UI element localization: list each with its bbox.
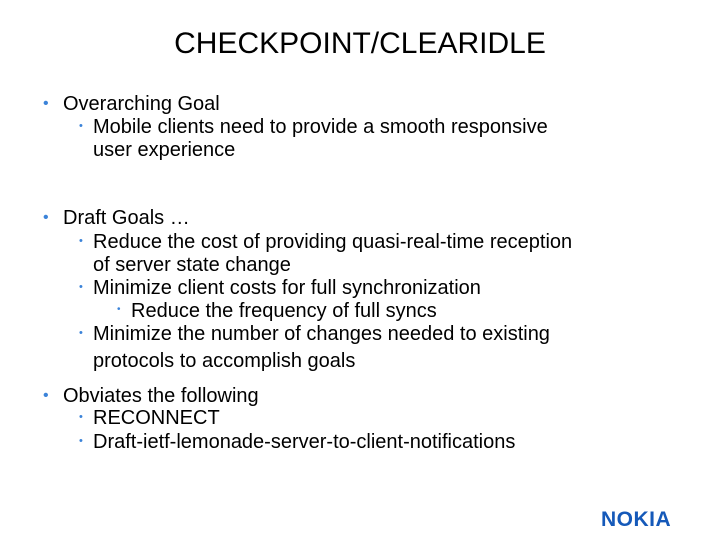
- bullet-dot: •: [79, 235, 83, 247]
- bullet-reduce-frequency: Reduce the frequency of full syncs: [131, 300, 437, 322]
- bullet-dot: •: [117, 304, 121, 315]
- bullet-dot: •: [79, 120, 83, 132]
- bullet-dot: •: [43, 209, 49, 226]
- bullet-dot: •: [79, 327, 83, 339]
- bullet-dot: •: [43, 95, 49, 112]
- bullet-dot: •: [79, 411, 83, 423]
- bullet-mobile-clients: Mobile clients need to provide a smooth responsive: [93, 116, 548, 138]
- slide-title: CHECKPOINT/CLEARIDLE: [174, 27, 546, 60]
- bullet-reconnect: RECONNECT: [93, 407, 220, 429]
- bullet-dot: •: [43, 387, 49, 404]
- bullet-minimize-client-costs: Minimize client costs for full synchronization: [93, 277, 481, 299]
- bullet-overarching-goal: Overarching Goal: [63, 93, 220, 115]
- bullet-dot: •: [79, 281, 83, 293]
- bullet-dot: •: [79, 435, 83, 447]
- bullet-draft-ietf: Draft-ietf-lemonade-server-to-client-notifications: [93, 431, 516, 453]
- bullet-mobile-clients-cont: user experience: [93, 139, 236, 161]
- bullet-minimize-changes: Minimize the number of changes needed to existing: [93, 323, 550, 345]
- bullet-minimize-changes-cont: protocols to accomplish goals: [93, 350, 356, 372]
- nokia-logo: NOKIA: [601, 508, 672, 531]
- bullet-draft-goals: Draft Goals …: [63, 207, 190, 229]
- bullet-obviates: Obviates the following: [63, 385, 259, 407]
- bullet-reduce-cost-cont: of server state change: [93, 254, 291, 276]
- bullet-reduce-cost: Reduce the cost of providing quasi-real-time reception: [93, 231, 573, 253]
